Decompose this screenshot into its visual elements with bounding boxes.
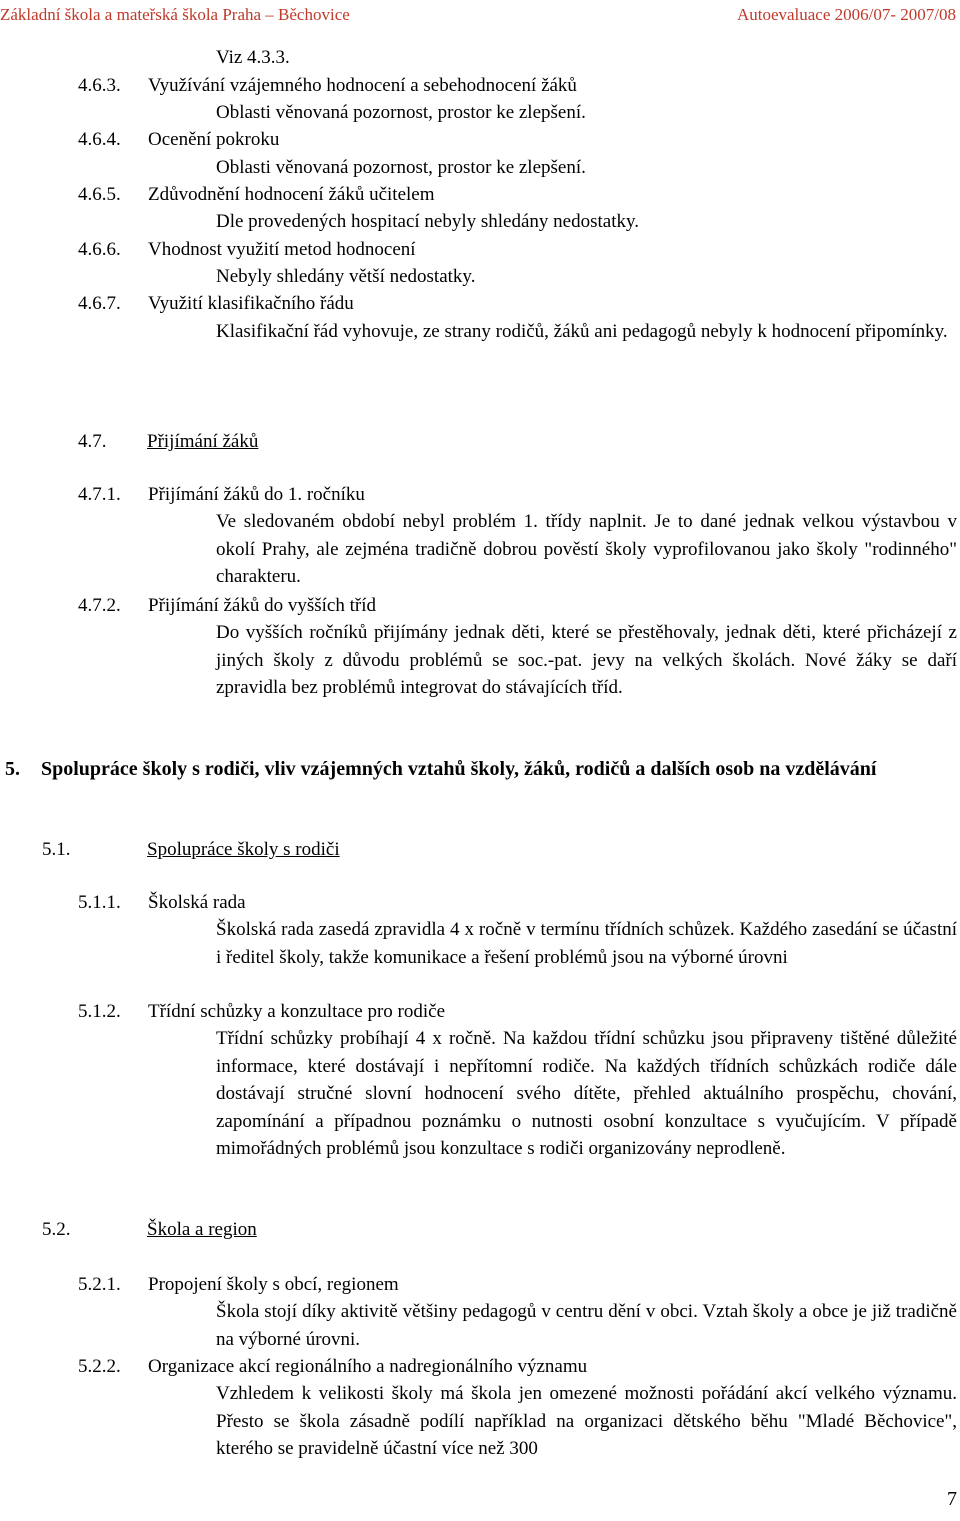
section-heading: Spolupráce školy s rodiči xyxy=(147,839,340,860)
section-heading: Škola a region xyxy=(147,1219,257,1240)
section-text: Ve sledovaném období nebyl problém 1. třídy naplnit. Je to dané jednak velkou výstavbou v okolí Prahy, ale zejména tradičně dobrou pověstí školy vyprofilovanou jako školy "rodinného" charakteru. xyxy=(216,511,957,587)
section-title: Organizace akcí regionálního a nadregionálního významu xyxy=(148,1356,588,1377)
section-number: 4.7.2. xyxy=(78,595,121,616)
section-number: 5.2.2. xyxy=(78,1356,121,1377)
section-number: 5.2. xyxy=(42,1219,71,1240)
section-text: Oblasti věnovaná pozornost, prostor ke zlepšení. xyxy=(216,102,586,123)
section-text: Školská rada zasedá zpravidla 4 x ročně v termínu třídních schůzek. Každého zasedání se účastní i ředitel školy, takže komunikace a řešení problémů jsou na výborné úrovni xyxy=(216,919,957,968)
chapter-heading xyxy=(5,755,958,783)
page-number: 7 xyxy=(947,1488,957,1510)
section-number: 4.6.5. xyxy=(78,184,121,205)
section-text: Nebyly shledány větší nedostatky. xyxy=(216,266,476,287)
section-number: 5.2.1. xyxy=(78,1274,121,1295)
section-number: 5.1.1. xyxy=(78,892,121,913)
section-text: Klasifikační řád vyhovuje, ze strany rodičů, žáků ani pedagogů nebyly k hodnocení připomínky. xyxy=(216,321,948,342)
section-number: 4.7.1. xyxy=(78,484,121,505)
section-text: Třídní schůzky probíhají 4 x ročně. Na každou třídní schůzku jsou připraveny tištěné důležité informace, které dostávají i nepřítomní rodiče. Na každých třídních schůzkách rodiče dále dostávají stručné slovní hodnocení svého dítěte, přehled aktuálního prospěchu, chování, zapomínání a případnou poznámku o nutnosti osobní konzultace s vyučujícím. V případě mimořádných problémů jsou konzultace s rodiči organizovány neprodleně. xyxy=(216,1028,957,1159)
section-title: Školská rada xyxy=(148,892,246,913)
section-number: 5.1. xyxy=(42,839,71,860)
section-title: Ocenění pokroku xyxy=(148,129,280,150)
section-text: Škola stojí díky aktivitě většiny pedagogů v centru dění v obci. Vztah školy a obce je již tradičně na výborné úrovni. xyxy=(216,1301,957,1350)
section-number: 5.1.2. xyxy=(78,1001,121,1022)
section-number: 4.6.6. xyxy=(78,239,121,260)
section-title: Třídní schůzky a konzultace pro rodiče xyxy=(148,1001,446,1022)
section-text: Oblasti věnovaná pozornost, prostor ke zlepšení. xyxy=(216,157,586,178)
section-title: Přijímání žáků do vyšších tříd xyxy=(148,595,376,616)
section-title: Využití klasifikačního řádu xyxy=(148,293,354,314)
chapter-number: 5. xyxy=(5,758,20,780)
section-title: Využívání vzájemného hodnocení a sebehodnocení žáků xyxy=(148,75,577,96)
section-text: Vzhledem k velikosti školy má škola jen omezené možnosti pořádání akcí velkého významu. Přesto se škola zásadně podílí například na organizaci dětského běhu "Mladé Běchovice", kterého se pravidelně účastní více než 300 xyxy=(216,1383,957,1459)
section-number: 4.7. xyxy=(78,431,107,452)
section-text: Do vyšších ročníků přijímány jednak děti, které se přestěhovaly, jednak děti, které přicházejí z jiných školy z důvodu problémů se soc.-pat. jevy na velkých školách. Nové žáky se daří zpravidla bez problémů integrovat do stávajících tříd. xyxy=(216,622,957,698)
section-number: 4.6.3. xyxy=(78,75,121,96)
section-title: Zdůvodnění hodnocení žáků učitelem xyxy=(148,184,435,205)
section-title: Přijímání žáků do 1. ročníku xyxy=(148,484,365,505)
header-school-name: Základní škola a mateřská škola Praha – Běchovice xyxy=(0,5,350,24)
chapter-title: Spolupráce školy s rodiči, vliv vzájemných vztahů školy, žáků, rodičů a dalších osob na vzdělávání xyxy=(41,758,877,780)
reference-text: Viz 4.3.3. xyxy=(216,47,290,68)
header-document-title: Autoevaluace 2006/07- 2007/08 xyxy=(736,5,956,24)
section-number: 4.6.7. xyxy=(78,293,121,314)
section-title: Propojení školy s obcí, regionem xyxy=(148,1274,399,1295)
section-text: Dle provedených hospitací nebyly shledány nedostatky. xyxy=(216,211,639,232)
section-number: 4.6.4. xyxy=(78,129,121,150)
section-heading: Přijímání žáků xyxy=(147,431,259,452)
section-title: Vhodnost využití metod hodnocení xyxy=(148,239,416,260)
